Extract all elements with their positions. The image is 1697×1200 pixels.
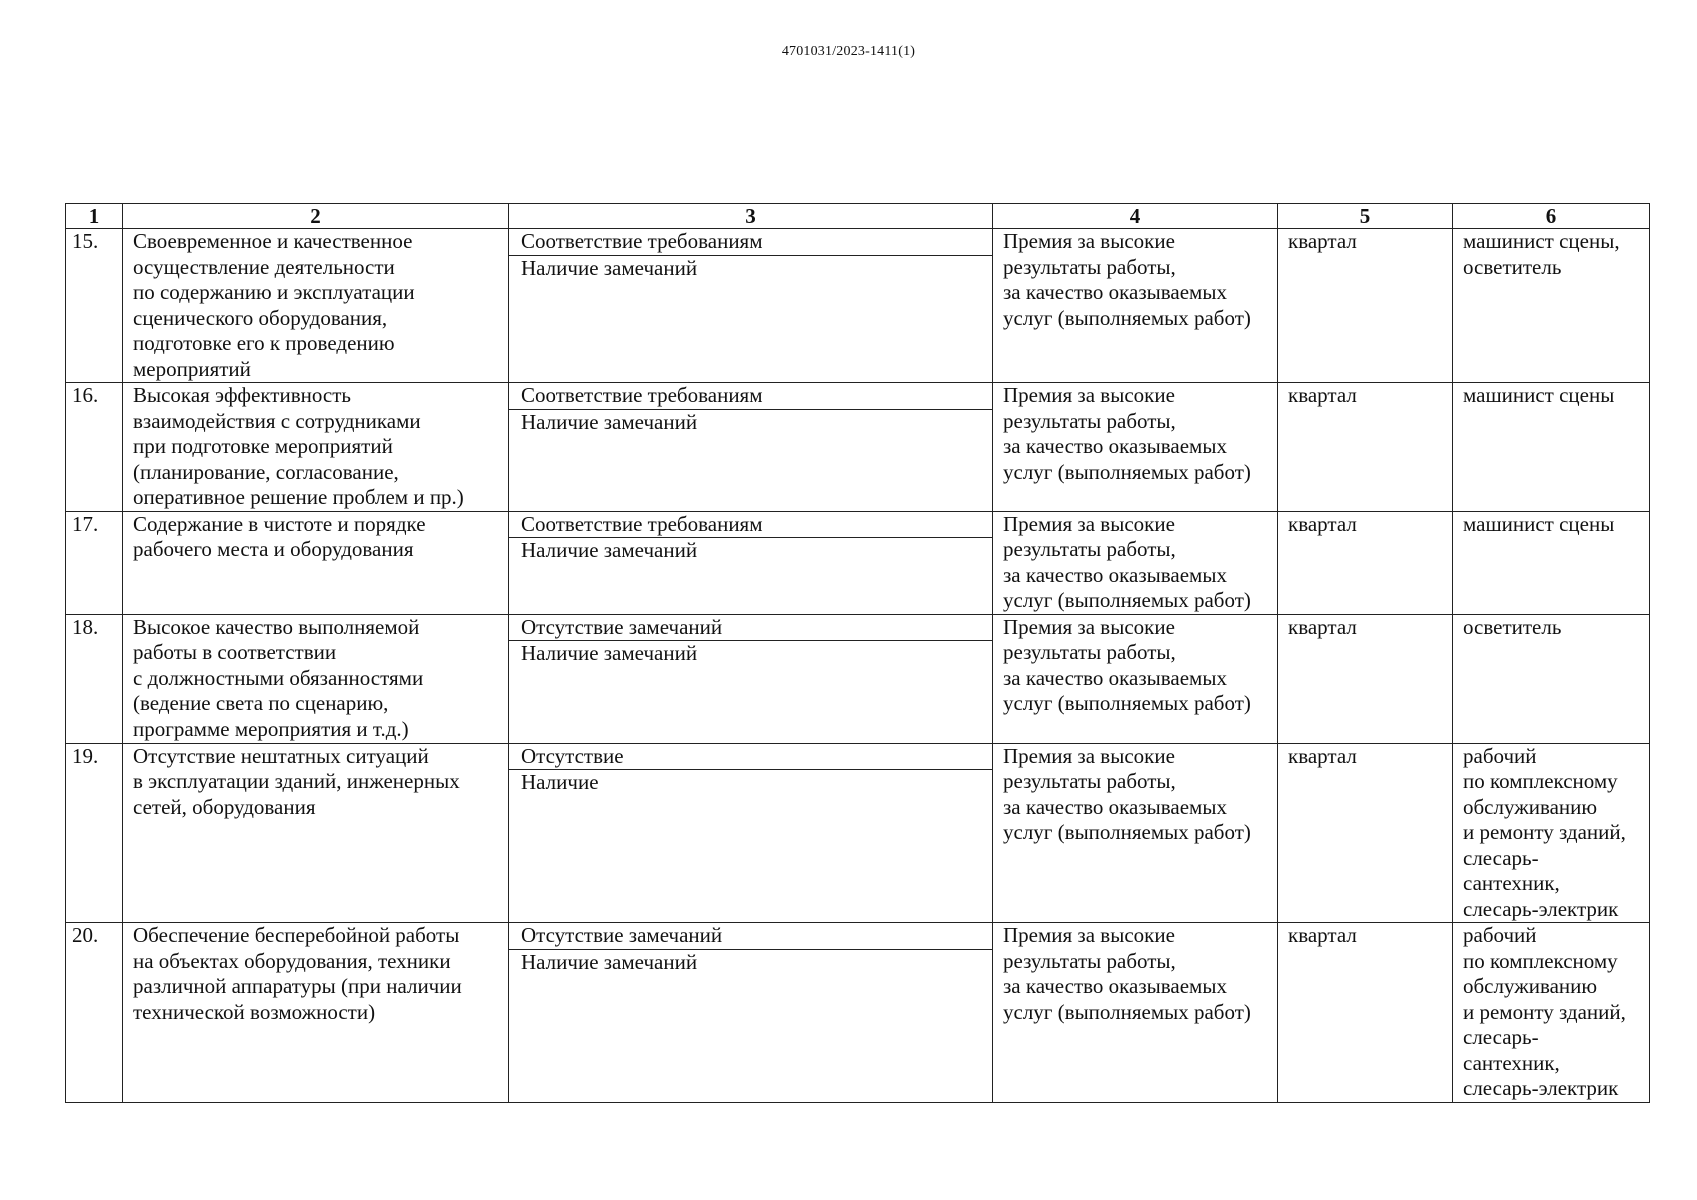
period-cell: квартал <box>1278 511 1453 614</box>
evaluation-option: Наличие замечаний <box>521 949 698 974</box>
period-cell: квартал <box>1278 743 1453 923</box>
position-cell: машинист сцены <box>1453 383 1650 512</box>
table-header-row <box>66 204 1650 229</box>
evaluation-option: Наличие замечаний <box>521 255 698 280</box>
evaluation-cell <box>509 614 993 743</box>
table-row <box>66 923 1650 1103</box>
position-cell: машинист сцены <box>1453 511 1650 614</box>
bonus-cell: Премия за высокие результаты работы, за качество оказываемых услуг (выполняемых работ) <box>993 511 1278 614</box>
position-cell: рабочий по комплексному обслуживанию и ремонту зданий, слесарь- сантехник, слесарь-электрик <box>1453 743 1650 923</box>
row-number: 15. <box>66 229 123 383</box>
bonus-cell: Премия за высокие результаты работы, за качество оказываемых услуг (выполняемых работ) <box>993 743 1278 923</box>
column-header-1: 1 <box>66 204 123 229</box>
table-row <box>66 383 1650 512</box>
bonus-cell: Премия за высокие результаты работы, за качество оказываемых услуг (выполняемых работ) <box>993 923 1278 1103</box>
evaluation-option: Соответствие требованиям <box>509 512 992 539</box>
evaluation-cell <box>509 923 993 1103</box>
position-cell: машинист сцены, осветитель <box>1453 229 1650 383</box>
position-cell: рабочий по комплексному обслуживанию и ремонту зданий, слесарь- сантехник, слесарь-электрик <box>1453 923 1650 1103</box>
row-number: 17. <box>66 511 123 614</box>
table-row <box>66 229 1650 383</box>
period-cell: квартал <box>1278 614 1453 743</box>
period-cell: квартал <box>1278 229 1453 383</box>
period-cell: квартал <box>1278 383 1453 512</box>
evaluation-option: Отсутствие замечаний <box>509 923 992 950</box>
bonus-cell: Премия за высокие результаты работы, за качество оказываемых услуг (выполняемых работ) <box>993 229 1278 383</box>
period-cell: квартал <box>1278 923 1453 1103</box>
table-row <box>66 511 1650 614</box>
evaluation-option: Наличие замечаний <box>521 641 698 665</box>
column-header-3: 3 <box>509 204 993 229</box>
criterion-cell: Обеспечение бесперебойной работы на объектах оборудования, техники различной аппаратуры (при наличии технической возможности) <box>123 923 509 1103</box>
evaluation-option: Соответствие требованиям <box>509 229 992 256</box>
evaluation-option: Наличие <box>521 770 599 794</box>
column-header-5: 5 <box>1278 204 1453 229</box>
evaluation-option: Отсутствие замечаний <box>509 615 992 642</box>
bonus-cell: Премия за высокие результаты работы, за качество оказываемых услуг (выполняемых работ) <box>993 614 1278 743</box>
row-number: 18. <box>66 614 123 743</box>
criterion-cell: Высокое качество выполняемой работы в соответствии с должностными обязанностями (ведение света по сценарию, программе мероприятия и т.д.) <box>123 614 509 743</box>
row-number: 20. <box>66 923 123 1103</box>
criterion-cell: Высокая эффективность взаимодействия с сотрудниками при подготовке мероприятий (планирование, согласование, оперативное решение проблем и пр.) <box>123 383 509 512</box>
evaluation-cell <box>509 383 993 512</box>
document-id: 4701031/2023-1411(1) <box>781 44 916 59</box>
criterion-cell: Содержание в чистоте и порядке рабочего места и оборудования <box>123 511 509 614</box>
criteria-table <box>65 203 1650 1103</box>
evaluation-option: Наличие замечаний <box>521 409 698 434</box>
column-header-6: 6 <box>1453 204 1650 229</box>
position-cell: осветитель <box>1453 614 1650 743</box>
row-number: 19. <box>66 743 123 923</box>
table-row <box>66 614 1650 743</box>
evaluation-option: Наличие замечаний <box>521 538 698 562</box>
column-header-4: 4 <box>993 204 1278 229</box>
evaluation-cell <box>509 743 993 923</box>
row-number: 16. <box>66 383 123 512</box>
evaluation-option: Отсутствие <box>509 744 992 771</box>
bonus-cell: Премия за высокие результаты работы, за качество оказываемых услуг (выполняемых работ) <box>993 383 1278 512</box>
criterion-cell: Отсутствие нештатных ситуаций в эксплуатации зданий, инженерных сетей, оборудования <box>123 743 509 923</box>
criterion-cell: Своевременное и качественное осуществление деятельности по содержанию и эксплуатации сценического оборудования, подготовке его к проведению мероприятий <box>123 229 509 383</box>
evaluation-cell <box>509 511 993 614</box>
table-row <box>66 743 1650 923</box>
column-header-2: 2 <box>123 204 509 229</box>
evaluation-cell <box>509 229 993 383</box>
evaluation-option: Соответствие требованиям <box>509 383 992 410</box>
